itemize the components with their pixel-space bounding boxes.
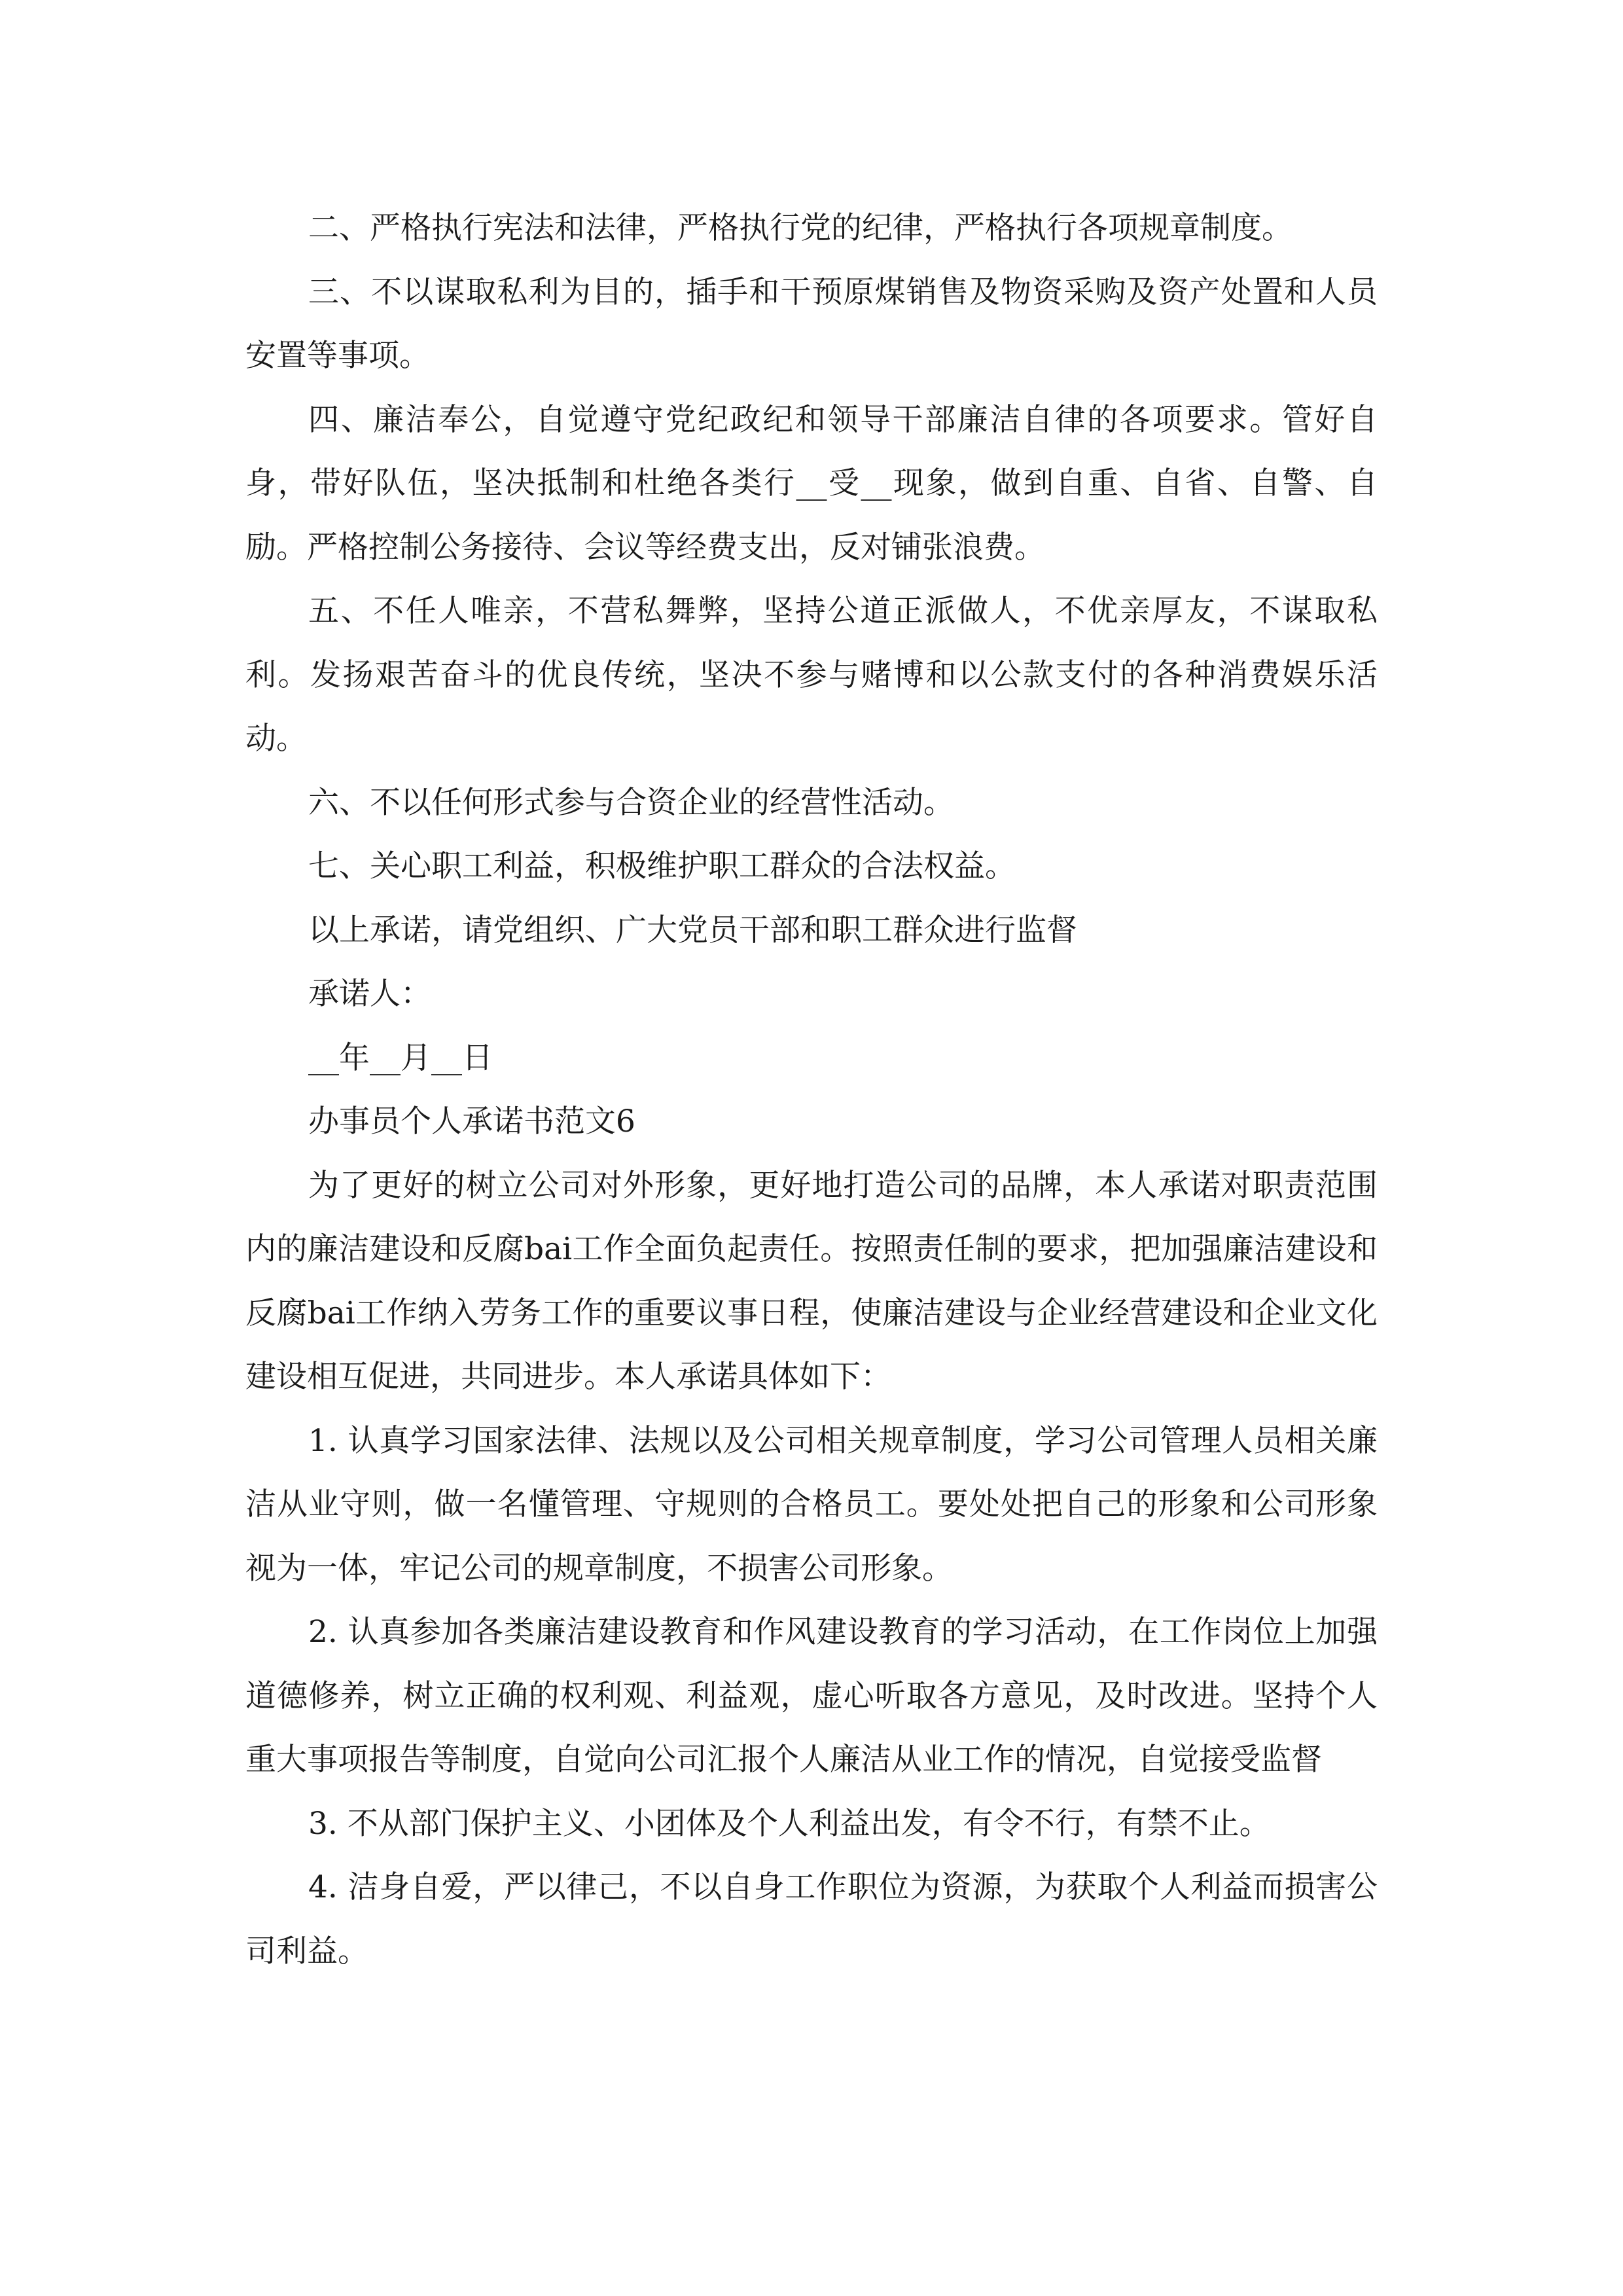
- paragraph-rule-7: 七、关心职工利益，积极维护职工群众的合法权益。: [308, 848, 1016, 884]
- paragraph-rule-6: 六、不以任何形式参与合资企业的经营性活动。: [308, 784, 954, 821]
- supervision-statement: 以上承诺，请党组织、广大党员干部和职工群众进行监督: [308, 912, 1077, 948]
- commitment-item-2: 2. 认真参加各类廉洁建设教育和作风建设教育的学习活动，在工作岗位上加强道德修养，树立正确的权利观、利益观，虚心听取各方意见，及时改进。坚持个人重大事项报告等制度，自觉向公司汇报个人廉洁从业工作的情况，自觉接受监督: [245, 1614, 1378, 1778]
- commitment-item-3: 3. 不从部门保护主义、小团体及个人利益出发，有令不行，有禁不止。: [308, 1805, 1270, 1842]
- paragraph-rule-3: 三、不以谋取私利为目的，插手和干预原煤销售及物资采购及资产处置和人员安置等事项。: [245, 274, 1378, 374]
- paragraph-rule-2: 二、严格执行宪法和法律，严格执行党的纪律，严格执行各项规章制度。: [308, 210, 1293, 246]
- document-body: [245, 196, 1378, 1983]
- commitment-item-4: 4. 洁身自爱，严以律己，不以自身工作职位为资源，为获取个人利益而损害公司利益。: [245, 1869, 1378, 1969]
- paragraph-rule-5: 五、不任人唯亲，不营私舞弊，坚持公道正派做人，不优亲厚友，不谋取私利。发扬艰苦奋斗的优良传统，坚决不参与赌博和以公款支付的各种消费娱乐活动。: [245, 593, 1378, 757]
- date-line: __年__月__日: [308, 1039, 493, 1076]
- signatory-label: 承诺人：: [308, 976, 431, 1012]
- section-title: 办事员个人承诺书范文6: [308, 1103, 635, 1139]
- commitment-item-1: 1. 认真学习国家法律、法规以及公司相关规章制度，学习公司管理人员相关廉洁从业守则，做一名懂管理、守规则的合格员工。要处处把自己的形象和公司形象视为一体，牢记公司的规章制度，不损害公司形象。: [245, 1422, 1378, 1587]
- paragraph-rule-4: 四、廉洁奉公，自觉遵守党纪政纪和领导干部廉洁自律的各项要求。管好自身，带好队伍，坚决抵制和杜绝各类行__受__现象，做到自重、自省、自警、自励。严格控制公务接待、会议等经费支出，反对铺张浪费。: [245, 401, 1378, 565]
- intro-paragraph: 为了更好的树立公司对外形象，更好地打造公司的品牌，本人承诺对职责范围内的廉洁建设和反腐bai工作全面负起责任。按照责任制的要求，把加强廉洁建设和反腐bai工作纳入劳务工作的重要议事日程，使廉洁建设与企业经营建设和企业文化建设相互促进，共同进步。本人承诺具体如下：: [245, 1167, 1378, 1395]
